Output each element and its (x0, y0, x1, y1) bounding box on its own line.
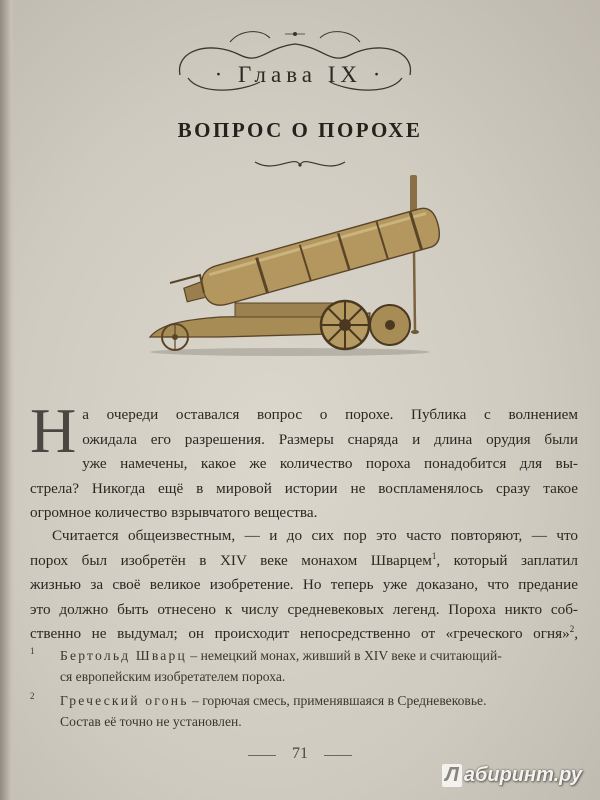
paragraph-2 (30, 524, 578, 647)
paragraph-line (30, 622, 578, 647)
footnote-ref-1[interactable]: 1 (431, 550, 437, 561)
paragraph-line (30, 549, 578, 574)
cannon-illustration (140, 165, 450, 365)
footnote-text: – горючая смесь, применявшаяся в Средневековье. (188, 693, 487, 708)
paragraph-line: а очереди оставался вопрос о порохе. Публика с волнением (82, 406, 578, 423)
paragraph-line: огромное количество взрывчатого вещества. (30, 504, 318, 521)
paragraph-line: уже намечены, какое же количество пороха понадобится для вы- (82, 455, 578, 472)
line-text: , который заплатил (436, 551, 578, 569)
paragraph-1 (30, 395, 578, 526)
footnote-term: Греческий огонь (60, 693, 189, 708)
line-text: порох был изобретён в XIV веке монахом Шварцем (30, 551, 432, 569)
footnote-text: ся европейским изобретателем пороха. (60, 669, 286, 684)
footnote-1 (30, 645, 578, 687)
paragraph-line: Считается общеизвестным, — и до сих пор это часто повторяют, — что (52, 527, 578, 544)
page-number: 71 (292, 745, 308, 762)
watermark-letter: Л (442, 764, 462, 787)
footnote-text: – немецкий монах, живший в XIV веке и считающий- (187, 648, 502, 663)
line-text: , (574, 625, 578, 642)
drop-cap: Н (30, 395, 77, 466)
chapter-label: · Глава IX · (214, 62, 386, 87)
chapter-title: ВОПРОС О ПОРОХЕ (177, 118, 423, 142)
chapter-ornament-icon (170, 20, 420, 100)
line-text: ственно не выдумал; он происходит непосредственно от «греческого огня» (30, 625, 570, 642)
paragraph-line: жизнью за своё великое изобретение. Но теперь уже доказано, что предание (30, 576, 578, 593)
footnote-2 (30, 690, 578, 732)
paragraph-line: это должно быть отнесено к числу средневековых легенд. Пороха никто соб- (30, 600, 578, 618)
watermark-logo (442, 764, 582, 787)
watermark-text: абиринт.ру (463, 764, 582, 786)
paragraph-line: стрела? Никогда ещё в мировой истории не воспламенялось сразу такое (30, 479, 578, 497)
footnote-ref-2[interactable]: 2 (569, 623, 575, 634)
footnote-number: 1 (30, 646, 35, 656)
paragraph-line: ожидала его разрешения. Размеры снаряда и длина орудия были (82, 430, 578, 448)
page-number-dash-right (324, 755, 352, 756)
footnote-text: Состав её точно не установлен. (60, 714, 242, 729)
footnote-term: Бертольд Шварц (60, 648, 187, 663)
footnote-number: 2 (30, 691, 35, 701)
footnotes (30, 645, 578, 735)
